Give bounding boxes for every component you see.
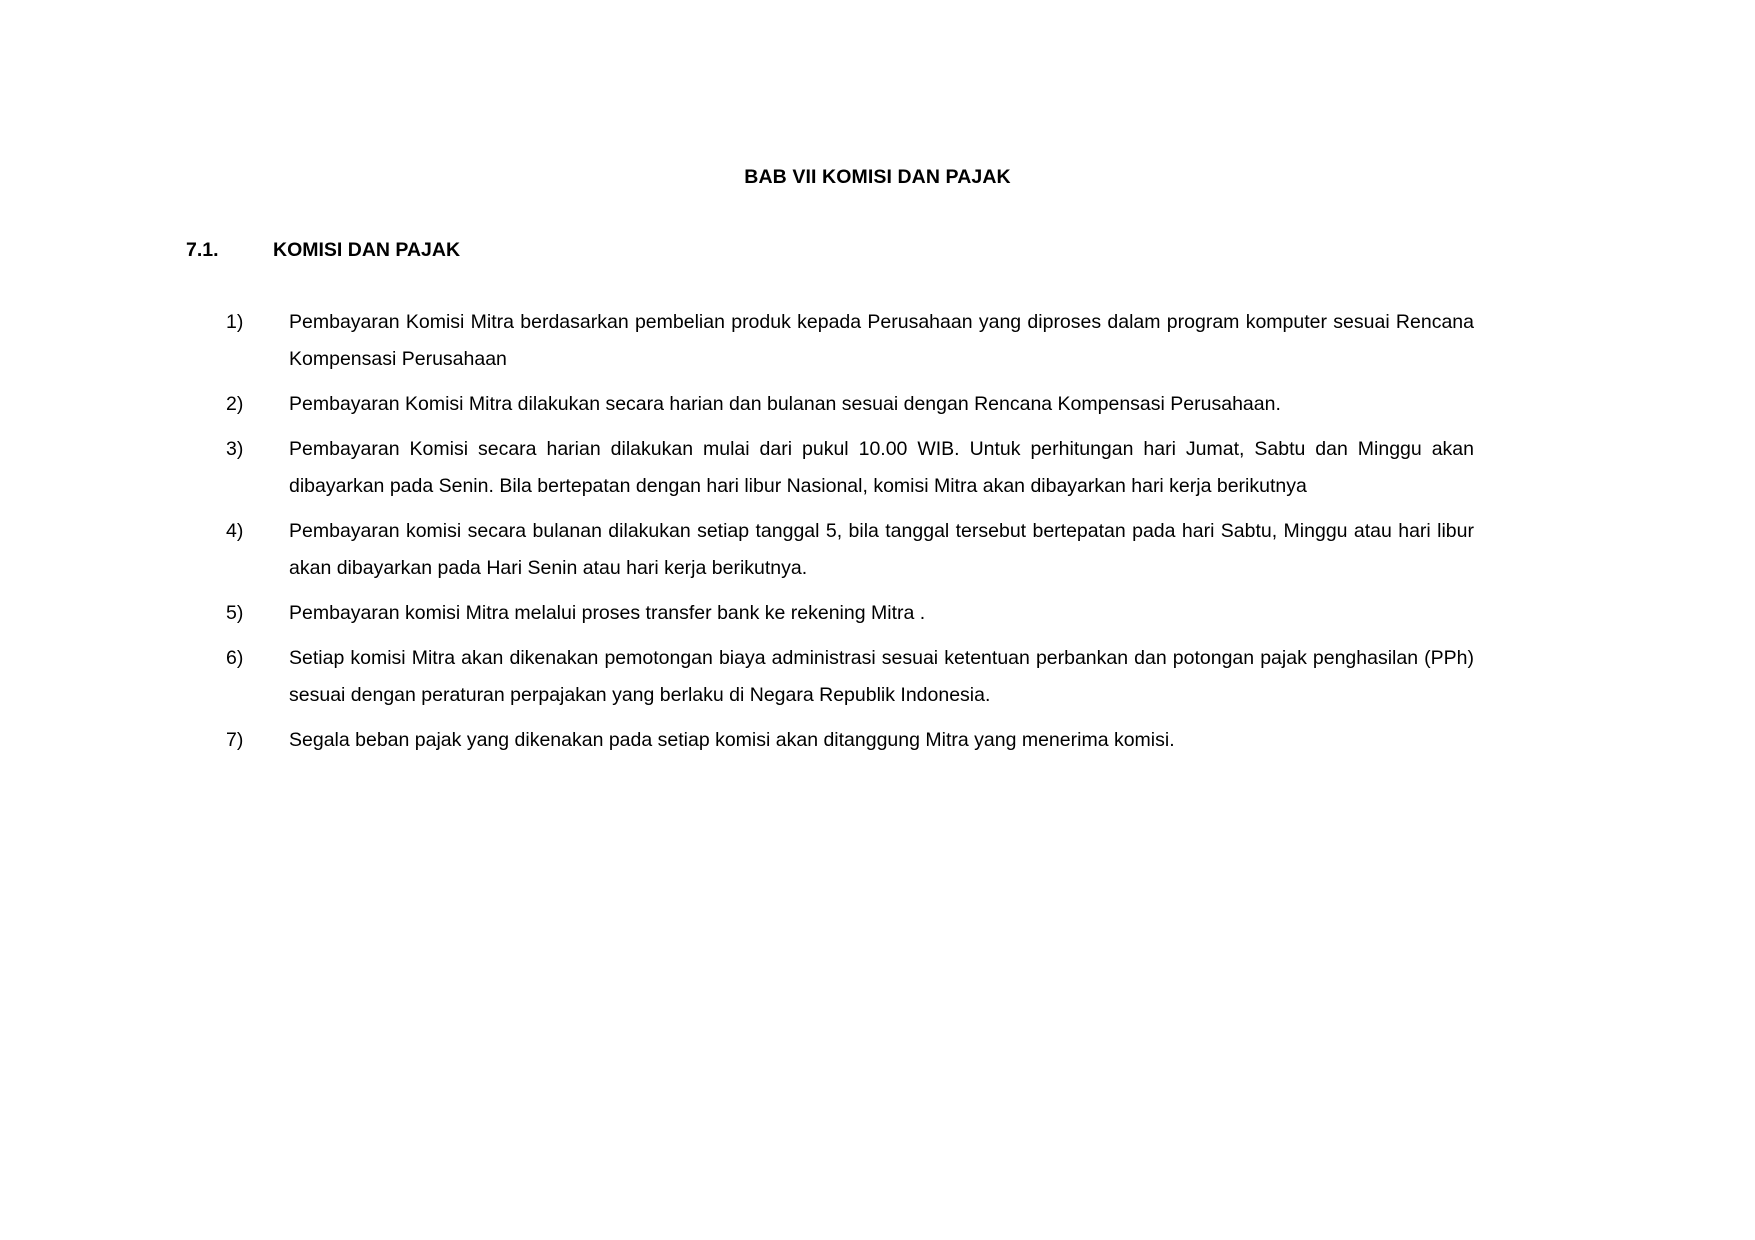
clause-list — [0, 262, 1755, 759]
list-item-marker: 7) — [226, 729, 244, 751]
list-item — [0, 431, 1755, 505]
section-label: KOMISI DAN PAJAK — [273, 239, 461, 261]
list-item-text: Pembayaran Komisi Mitra dilakukan secara harian dan bulanan sesuai dengan Rencana Kompensasi Perusahaan. — [289, 393, 1281, 415]
list-item — [0, 595, 1755, 632]
list-item — [0, 513, 1755, 587]
list-item-marker: 4) — [226, 520, 244, 542]
list-item-text: Pembayaran Komisi secara harian dilakukan mulai dari pukul 10.00 WIB. Untuk perhitungan hari Jumat, Sabtu dan Minggu akan dibayarkan pada Senin. Bila bertepatan dengan hari libur Nasional, komisi Mitra akan dibayarkan hari kerja berikutnya — [289, 438, 1474, 497]
list-item-marker: 1) — [226, 311, 244, 333]
section-number: 7.1. — [186, 239, 219, 261]
list-item-marker: 2) — [226, 393, 244, 415]
list-item-text: Pembayaran komisi secara bulanan dilakukan setiap tanggal 5, bila tanggal tersebut bertepatan pada hari Sabtu, Minggu atau hari libur akan dibayarkan pada Hari Senin atau hari kerja berikutnya. — [289, 520, 1474, 579]
list-item — [0, 722, 1755, 759]
section-heading — [0, 189, 1755, 262]
list-item — [0, 304, 1755, 378]
list-item-text: Segala beban pajak yang dikenakan pada setiap komisi akan ditanggung Mitra yang menerima komisi. — [289, 729, 1175, 751]
list-item-marker: 5) — [226, 602, 244, 624]
list-item-text: Pembayaran komisi Mitra melalui proses transfer bank ke rekening Mitra . — [289, 602, 926, 624]
list-item-text: Setiap komisi Mitra akan dikenakan pemotongan biaya administrasi sesuai ketentuan perbankan dan potongan pajak penghasilan (PPh) sesuai dengan peraturan perpajakan yang berlaku di Negara Republik Indonesia. — [289, 647, 1474, 706]
list-item-text: Pembayaran Komisi Mitra berdasarkan pembelian produk kepada Perusahaan yang diproses dalam program komputer sesuai Rencana Kompensasi Perusahaan — [289, 311, 1474, 370]
list-item-marker: 6) — [226, 647, 244, 669]
page-title: BAB VII KOMISI DAN PAJAK — [744, 166, 1011, 188]
list-item — [0, 386, 1755, 423]
list-item-marker: 3) — [226, 438, 244, 460]
list-item — [0, 640, 1755, 714]
